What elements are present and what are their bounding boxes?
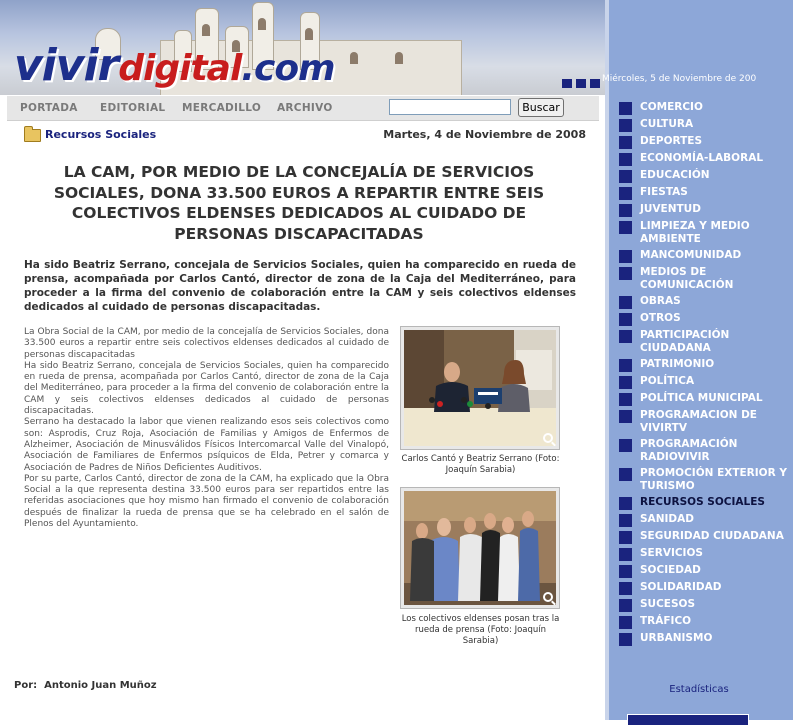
sidebar-item[interactable] — [619, 220, 793, 246]
current-date: Miércoles, 5 de Noviembre de 200 — [602, 74, 757, 84]
bullet-square-icon — [619, 170, 632, 183]
nav-mercadillo[interactable]: MERCADILLO — [182, 102, 262, 114]
nav-archivo[interactable]: ARCHIVO — [277, 102, 333, 114]
sidebar-item[interactable] — [619, 530, 793, 544]
sidebar-item-label: SOCIEDAD — [640, 564, 701, 576]
photo-frame — [404, 330, 556, 446]
sidebar-item[interactable] — [619, 135, 793, 149]
sidebar-item[interactable] — [619, 186, 793, 200]
category-menu — [619, 101, 793, 649]
building-window — [395, 52, 403, 64]
sidebar-item-label: DEPORTES — [640, 135, 703, 147]
sidebar-item[interactable] — [619, 615, 793, 629]
sidebar-item-label: PROGRAMACIÓN RADIOVIVIR — [640, 438, 738, 463]
logo-text-digital: digital — [118, 48, 242, 89]
sidebar-item-label: COMERCIO — [640, 101, 703, 113]
bullet-square-icon — [619, 582, 632, 595]
building-window — [258, 18, 266, 30]
sidebar-item[interactable] — [619, 496, 793, 510]
search-input[interactable] — [389, 99, 511, 115]
sidebar-item-label: TRÁFICO — [640, 615, 692, 627]
sidebar-item[interactable] — [619, 101, 793, 115]
building-window — [350, 52, 358, 64]
sidebar-item[interactable] — [619, 598, 793, 612]
sidebar-item-label: FIESTAS — [640, 186, 688, 198]
logo-text-com: .com — [241, 48, 335, 89]
press-conference-photo-image — [404, 330, 556, 446]
article-paragraph: Por su parte, Carlos Cantó, director de zona de la CAM, ha explicado que la Obra Social a la que representa destina 33.500 euros para ser repartidos entre las referidas asociaciones que hoy mismo han firmado el convenio de colaboración después de finalizar la rueda de prensa que se ha celebrado en el salón de Plenos del Ayuntamiento. — [24, 473, 389, 530]
sidebar-separator — [605, 0, 609, 720]
sidebar-item[interactable] — [619, 266, 793, 292]
sidebar-item-label: PATRIMONIO — [640, 358, 715, 370]
bullet-square-icon — [619, 119, 632, 132]
sidebar-item-label: JUVENTUD — [640, 203, 701, 215]
sidebar-item-label: POLÍTICA MUNICIPAL — [640, 392, 763, 404]
nav-editorial[interactable]: EDITORIAL — [100, 102, 166, 114]
article-author — [14, 680, 157, 691]
top-navigation — [7, 96, 599, 121]
bullet-square-icon — [619, 565, 632, 578]
zoom-icon[interactable] — [543, 592, 553, 602]
sidebar-item-label: PARTICIPACIÓN CIUDADANA — [640, 329, 730, 354]
sidebar-item-label: EDUCACIÓN — [640, 169, 710, 181]
bullet-square-icon — [619, 514, 632, 527]
building-window — [202, 24, 210, 36]
bullet-square-icon — [619, 410, 632, 423]
logo-text-vivir: vivir — [14, 40, 119, 91]
sidebar-item[interactable] — [619, 632, 793, 646]
building-window — [305, 28, 313, 40]
bullet-square-icon — [619, 313, 632, 326]
bullet-square-icon — [619, 531, 632, 544]
sidebar-item-label: LIMPIEZA Y MEDIO AMBIENTE — [640, 220, 750, 245]
decorative-square — [562, 79, 572, 88]
sidebar-item-label: OTROS — [640, 312, 681, 324]
bullet-square-icon — [619, 330, 632, 343]
right-sidebar — [602, 0, 793, 720]
sidebar-item[interactable] — [619, 358, 793, 372]
author-name: Antonio Juan Muñoz — [44, 680, 157, 691]
photo-caption: Carlos Cantó y Beatriz Serrano (Foto: Joaquín Sarabia) — [401, 454, 560, 475]
article-paragraph: Ha sido Beatriz Serrano, concejala de Servicios Sociales, quien ha comparecido en rueda de prensa, acompañada por Carlos Cantó, director de zona de la Caja del Mediterráneo, para proceder a la firma del convenio de colaboración entre la CAM y seis colectivos eldenses dedicados al cuidado de personas discapacitadas. — [24, 360, 389, 417]
sidebar-item-label: OBRAS — [640, 295, 681, 307]
article-paragraph: Serrano ha destacado la labor que vienen realizando esos seis colectivos como son: Asprodis, Cruz Roja, Asociación de Familias y Amigos de Enfermos de Alzheimer, Asociación de Minusválidos Físicos Intercomarcal Valle del Vinalopó, Asociación de Familiares de Enfermos psíquicos de Elda, Petrer y comarca y Asociación de Padres de Niños Deficientes Auditivos. — [24, 417, 389, 473]
group-photo[interactable] — [400, 487, 560, 609]
decorative-square — [590, 79, 600, 88]
bullet-square-icon — [619, 267, 632, 280]
folder-icon — [24, 129, 41, 142]
sidebar-item-label: PROGRAMACION DE VIVIRTV — [640, 409, 757, 434]
sidebar-item[interactable] — [619, 513, 793, 527]
sidebar-item-label: MEDIOS DE COMUNICACIÓN — [640, 266, 734, 291]
photo-caption: Los colectivos eldenses posan tras la rueda de prensa (Foto: Joaquín Sarabia) — [401, 614, 560, 646]
stats-link[interactable]: Estadísticas — [669, 684, 729, 695]
bullet-square-icon — [619, 548, 632, 561]
search-button[interactable]: Buscar — [518, 98, 564, 117]
bullet-square-icon — [619, 221, 632, 234]
zoom-icon[interactable] — [543, 433, 553, 443]
bullet-square-icon — [619, 599, 632, 612]
sidebar-item[interactable] — [619, 438, 793, 464]
sidebar-item-label: POLÍTICA — [640, 375, 695, 387]
sidebar-item[interactable] — [619, 467, 793, 493]
sidebar-item[interactable] — [619, 118, 793, 132]
section-link[interactable]: Recursos Sociales — [45, 128, 157, 141]
bullet-square-icon — [619, 376, 632, 389]
bullet-square-icon — [619, 296, 632, 309]
site-logo[interactable] — [14, 40, 335, 91]
sidebar-item[interactable] — [619, 203, 793, 217]
sidebar-item-label: ECONOMÍA-LABORAL — [640, 152, 764, 164]
bullet-square-icon — [619, 497, 632, 510]
decorative-square — [576, 79, 586, 88]
bullet-square-icon — [619, 359, 632, 372]
sidebar-item-label: MANCOMUNIDAD — [640, 249, 742, 261]
bullet-square-icon — [619, 393, 632, 406]
sidebar-item[interactable] — [619, 409, 793, 435]
sidebar-item[interactable] — [619, 581, 793, 595]
sidebar-item-label: SEGURIDAD CIUDADANA — [640, 530, 784, 542]
sidebar-item[interactable] — [619, 152, 793, 166]
section-header — [24, 128, 586, 144]
article-date: Martes, 4 de Noviembre de 2008 — [383, 128, 586, 141]
sidebar-item[interactable] — [619, 249, 793, 263]
nav-portada[interactable]: PORTADA — [20, 102, 78, 114]
article-body — [24, 327, 389, 530]
sidebar-item[interactable] — [619, 564, 793, 578]
article-lead: Ha sido Beatriz Serrano, concejala de Servicios Sociales, quien ha comparecido en rueda de prensa, acompañada por Carlos Cantó, director de zona de la Caja del Mediterráneo, para proceder a la firma del convenio de colaboración entre la CAM y seis colectivos eldenses dedicados al cuidado de personas discapacitadas. — [24, 259, 576, 313]
sidebar-item-label: SOLIDARIDAD — [640, 581, 722, 593]
press-conference-photo[interactable] — [400, 326, 560, 450]
stats-counter — [627, 714, 749, 726]
bullet-square-icon — [619, 616, 632, 629]
bullet-square-icon — [619, 102, 632, 115]
bullet-square-icon — [619, 187, 632, 200]
sidebar-item[interactable] — [619, 312, 793, 326]
sidebar-item-label: PROMOCIÓN EXTERIOR Y TURISMO — [640, 467, 787, 492]
author-label: Por: — [14, 680, 38, 691]
sidebar-item[interactable] — [619, 295, 793, 309]
bullet-square-icon — [619, 439, 632, 452]
sidebar-item[interactable] — [619, 329, 793, 355]
bullet-square-icon — [619, 468, 632, 481]
article-title: LA CAM, POR MEDIO DE LA CONCEJALÍA DE SERVICIOS SOCIALES, DONA 33.500 EUROS A REPARTIR ENTRE SEIS COLECTIVOS ELDENSES DEDICADOS AL CUIDADO DE PERSONAS DISCAPACITADAS — [53, 163, 545, 243]
sidebar-item-label: CULTURA — [640, 118, 694, 130]
bullet-square-icon — [619, 250, 632, 263]
sidebar-item[interactable] — [619, 547, 793, 561]
article-paragraph: La Obra Social de la CAM, por medio de la concejalía de Servicios Sociales, dona 33.500 euros a repartir entre seis colectivos eldenses dedicados al cuidado de personas discapacitadas — [24, 327, 389, 360]
header-banner — [0, 0, 605, 95]
photo-frame — [404, 491, 556, 605]
group-photo-image — [404, 491, 556, 605]
sidebar-item-label: SANIDAD — [640, 513, 694, 525]
sidebar-item[interactable] — [619, 169, 793, 183]
bullet-square-icon — [619, 633, 632, 646]
sidebar-item-label: SERVICIOS — [640, 547, 703, 559]
sidebar-item[interactable] — [619, 375, 793, 389]
bullet-square-icon — [619, 153, 632, 166]
sidebar-item-label: SUCESOS — [640, 598, 696, 610]
bullet-square-icon — [619, 204, 632, 217]
sidebar-item-label: URBANISMO — [640, 632, 713, 644]
sidebar-item[interactable] — [619, 392, 793, 406]
sidebar-item-label: RECURSOS SOCIALES — [640, 496, 765, 508]
bullet-square-icon — [619, 136, 632, 149]
